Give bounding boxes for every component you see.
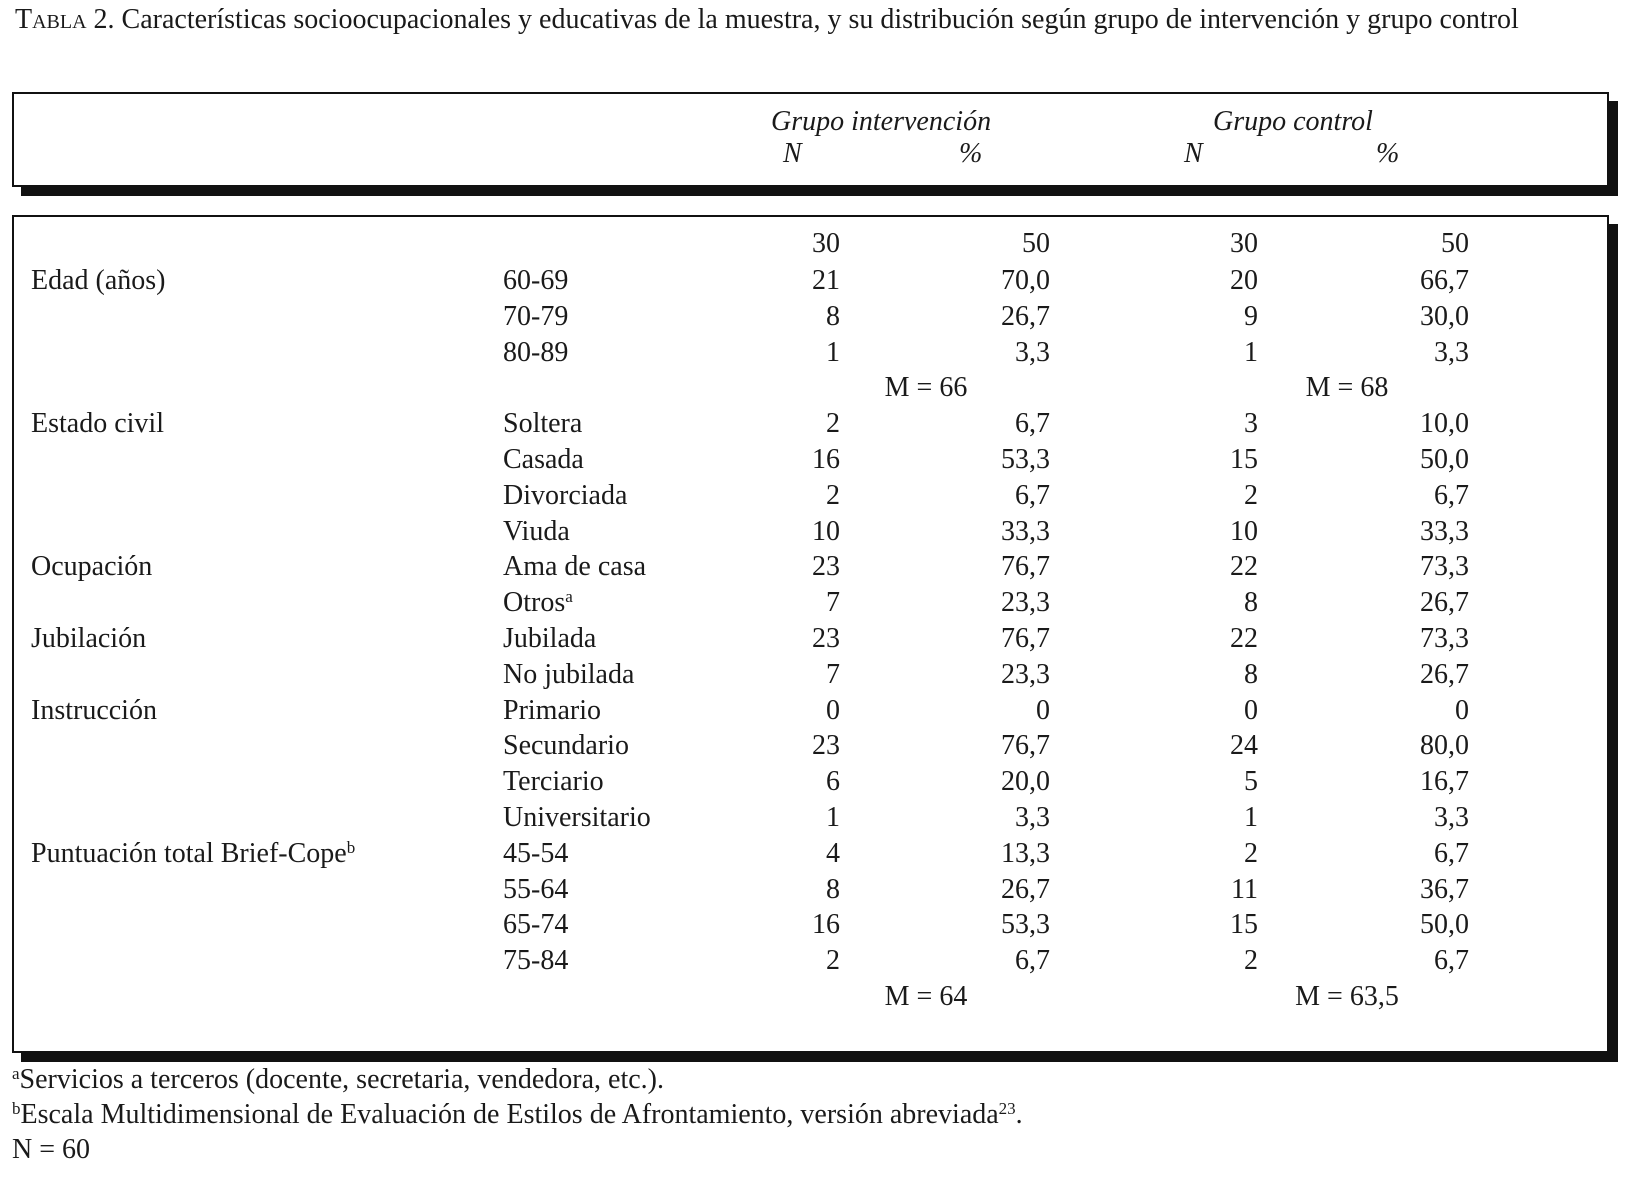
caption-label: Tabla 2. (15, 4, 115, 35)
n-intervention: 7 (826, 587, 840, 619)
pct-intervention: 76,7 (1001, 623, 1050, 654)
pct-intervention: 70,0 (1001, 265, 1050, 296)
table-row (14, 298, 1607, 335)
footnote-n-total: N = 60 (12, 1134, 91, 1165)
pct-intervention: 53,3 (1001, 444, 1050, 475)
pct-intervention: 6,7 (1015, 408, 1050, 440)
col-pct-intervention: % (959, 138, 983, 169)
n-control: 1 (1244, 336, 1258, 368)
n-intervention: 21 (812, 265, 840, 296)
col-n-control: N (1184, 138, 1203, 169)
pct-control: 73,3 (1420, 551, 1469, 583)
table-row (14, 942, 1607, 979)
table-row (14, 871, 1607, 908)
category-label: Ama de casa (503, 551, 647, 583)
n-control: 20 (1230, 265, 1258, 296)
pct-intervention: 33,3 (1001, 515, 1050, 547)
n-control: 15 (1230, 444, 1258, 475)
pct-intervention: 26,7 (1001, 873, 1050, 905)
category-label: 45-54 (503, 837, 569, 869)
n-control: 2 (1244, 945, 1258, 977)
table-row (14, 584, 1607, 621)
n-control: 15 (1230, 909, 1258, 941)
mean-control: M = 63,5 (1295, 981, 1399, 1012)
footnote-a (12, 1063, 664, 1097)
table-row (14, 477, 1607, 514)
table-row (14, 835, 1607, 872)
n-intervention: 23 (812, 623, 840, 654)
mean-row (14, 978, 1607, 1015)
variable-label: Instrucción (31, 694, 157, 726)
variable-label: Jubilación (31, 623, 147, 654)
pct-control: 50,0 (1420, 909, 1469, 941)
n-control: 0 (1244, 694, 1258, 726)
footnote-b-end: . (1015, 1099, 1023, 1130)
table-row (14, 513, 1607, 550)
total-n-intervention: 30 (812, 228, 840, 259)
pct-intervention: 3,3 (1015, 336, 1050, 368)
footnote-b-mark: b (12, 1099, 21, 1118)
n-intervention: 23 (812, 730, 840, 762)
total-n-control: 30 (1230, 228, 1258, 259)
pct-control: 3,3 (1434, 336, 1469, 368)
pct-intervention: 76,7 (1001, 551, 1050, 583)
pct-control: 6,7 (1434, 479, 1469, 511)
pct-control: 6,7 (1434, 945, 1469, 977)
n-control: 5 (1244, 766, 1258, 798)
n-intervention: 2 (826, 479, 840, 511)
pct-intervention: 26,7 (1001, 300, 1050, 332)
category-label: 65-74 (503, 909, 569, 941)
footnote-b-text: Escala Multidimensional de Evaluación de Estilos de Afrontamiento, versión abreviada (20, 1099, 999, 1130)
pct-control: 30,0 (1420, 300, 1469, 332)
footnote-b-ref: 23 (998, 1099, 1016, 1118)
table-row (14, 405, 1607, 442)
variable-label: Edad (años) (31, 265, 166, 296)
n-intervention: 1 (826, 802, 840, 833)
category-label: Casada (503, 444, 584, 475)
pct-control: 33,3 (1420, 515, 1469, 547)
table-header (12, 92, 1609, 187)
table-row (14, 799, 1607, 836)
footnote-marker: b (346, 837, 356, 857)
pct-control: 16,7 (1420, 766, 1469, 798)
n-control: 22 (1230, 551, 1258, 583)
table-row (14, 334, 1607, 371)
mean-intervention: M = 64 (884, 981, 968, 1012)
pct-control: 26,7 (1420, 587, 1469, 619)
category-label: Viuda (503, 515, 570, 547)
table-row (14, 692, 1607, 729)
category-label: Soltera (503, 408, 583, 440)
col-pct-control: % (1376, 138, 1400, 169)
group-control-heading: Grupo control (1213, 106, 1373, 137)
group-intervention-heading: Grupo intervención (771, 106, 992, 137)
pct-control: 6,7 (1434, 837, 1469, 869)
mean-row (14, 369, 1607, 406)
pct-control: 50,0 (1420, 444, 1469, 475)
total-pct-control: 50 (1441, 228, 1469, 259)
category-label: No jubilada (503, 658, 635, 690)
category-label: 55-64 (503, 873, 569, 905)
category-label: 60-69 (503, 265, 569, 296)
pct-intervention: 3,3 (1015, 802, 1050, 833)
n-control: 3 (1244, 408, 1258, 440)
totals-row (14, 225, 1607, 262)
category-label: Otros$^a$ (503, 587, 573, 619)
table-body (12, 215, 1609, 1053)
table-row (14, 620, 1607, 657)
n-intervention: 0 (826, 694, 840, 726)
pct-intervention: 76,7 (1001, 730, 1050, 762)
n-intervention: 16 (812, 444, 840, 475)
pct-control: 73,3 (1420, 623, 1469, 654)
n-intervention: 4 (826, 837, 840, 869)
caption-text: Características socioocupacionales y educativas de la muestra, y su distribución según grupo de intervención y grupo control (114, 4, 1519, 35)
pct-control: 66,7 (1420, 265, 1469, 296)
n-control: 22 (1230, 623, 1258, 654)
table-row (14, 441, 1607, 478)
n-control: 2 (1244, 479, 1258, 511)
n-control: 8 (1244, 587, 1258, 619)
pct-intervention: 13,3 (1001, 837, 1050, 869)
footnote-marker: a (565, 587, 573, 607)
n-intervention: 6 (826, 766, 840, 798)
pct-intervention: 6,7 (1015, 945, 1050, 977)
footnote-b (12, 1098, 1023, 1132)
pct-control: 26,7 (1420, 658, 1469, 690)
n-intervention: 8 (826, 873, 840, 905)
pct-control: 3,3 (1434, 802, 1469, 833)
category-label: Divorciada (503, 479, 628, 511)
category-label: Jubilada (503, 623, 597, 654)
variable-label: Puntuación total Brief-Cope$^b$ (31, 837, 356, 869)
n-control: 1 (1244, 802, 1258, 833)
n-intervention: 2 (826, 408, 840, 440)
n-intervention: 7 (826, 658, 840, 690)
n-intervention: 16 (812, 909, 840, 941)
n-intervention: 1 (826, 336, 840, 368)
n-intervention: 23 (812, 551, 840, 583)
n-control: 2 (1244, 837, 1258, 869)
n-intervention: 8 (826, 300, 840, 332)
category-label: Secundario (503, 730, 629, 762)
n-control: 8 (1244, 658, 1258, 690)
pct-intervention: 20,0 (1001, 766, 1050, 798)
category-label: 70-79 (503, 300, 569, 332)
table-caption (15, 2, 1595, 38)
footnote-a-mark: a (12, 1064, 20, 1083)
category-label: Universitario (503, 802, 651, 833)
total-pct-intervention: 50 (1022, 228, 1050, 259)
table-row (14, 727, 1607, 764)
n-control: 24 (1230, 730, 1258, 762)
n-control: 10 (1230, 515, 1258, 547)
mean-intervention: M = 66 (884, 372, 968, 404)
n-control: 9 (1244, 300, 1258, 332)
pct-intervention: 6,7 (1015, 479, 1050, 511)
variable-label: Estado civil (31, 408, 164, 440)
mean-control: M = 68 (1305, 372, 1389, 404)
category-label: 80-89 (503, 336, 569, 368)
col-n-intervention: N (783, 138, 802, 169)
n-intervention: 2 (826, 945, 840, 977)
pct-intervention: 23,3 (1001, 658, 1050, 690)
category-label: 75-84 (503, 945, 569, 977)
pct-control: 80,0 (1420, 730, 1469, 762)
n-control: 11 (1231, 873, 1258, 905)
category-label: Terciario (503, 766, 604, 798)
footnote-a-text: Servicios a terceros (docente, secretaria, vendedora, etc.). (19, 1064, 664, 1095)
table-row (14, 763, 1607, 800)
n-intervention: 10 (812, 515, 840, 547)
table-row (14, 548, 1607, 585)
table-row (14, 906, 1607, 943)
pct-control: 10,0 (1420, 408, 1469, 440)
pct-control: 0 (1455, 694, 1469, 726)
variable-label: Ocupación (31, 551, 153, 583)
table-row (14, 656, 1607, 693)
pct-intervention: 23,3 (1001, 587, 1050, 619)
pct-control: 36,7 (1420, 873, 1469, 905)
category-label: Primario (503, 694, 601, 726)
pct-intervention: 0 (1036, 694, 1050, 726)
pct-intervention: 53,3 (1001, 909, 1050, 941)
table-row (14, 262, 1607, 299)
